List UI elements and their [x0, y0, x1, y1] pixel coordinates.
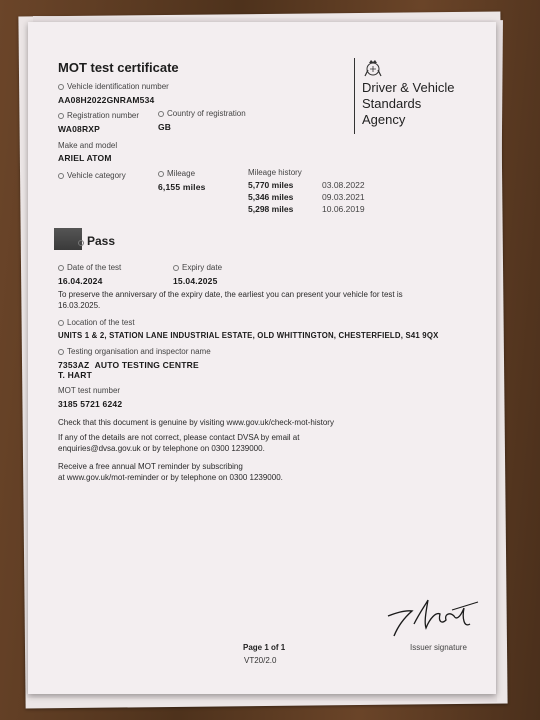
org-label-row [58, 347, 211, 356]
mileage-history-list [248, 180, 365, 214]
category-label: Vehicle category [67, 171, 126, 180]
info-icon [58, 84, 64, 90]
reminder-line: Receive a free annual MOT reminder by subscribing [58, 462, 243, 471]
history-miles: 5,298 miles [248, 204, 294, 214]
vin-label-row [58, 82, 169, 91]
mileage-label: Mileage [167, 169, 196, 178]
history-label: Mileage history [248, 168, 302, 177]
info-icon [58, 265, 64, 271]
agency-line: Standards [362, 96, 422, 111]
reminder-text [58, 462, 283, 482]
test-number-label: MOT test number [58, 386, 121, 395]
info-icon [58, 113, 64, 119]
info-icon [173, 265, 179, 271]
genuine-check-text: Check that this document is genuine by visiting www.gov.uk/check-mot-history [58, 418, 334, 427]
contact-line: enquiries@dvsa.gov.uk or by telephone on 0300 1239000. [58, 444, 265, 453]
make-value: ARIEL ATOM [58, 153, 112, 163]
history-row [248, 204, 365, 214]
agency-name [362, 80, 454, 128]
org-name: AUTO TESTING CENTRE [94, 360, 199, 370]
expiry-label-row [173, 263, 222, 272]
inspector-name: T. HART [58, 370, 92, 380]
history-date: 09.03.2021 [322, 192, 365, 202]
signature-label: Issuer signature [410, 643, 467, 652]
reg-label: Registration number [67, 111, 140, 120]
agency-divider [354, 58, 355, 134]
test-date-value: 16.04.2024 [58, 276, 103, 286]
history-row [248, 192, 365, 202]
mileage-label-row [158, 169, 195, 178]
info-icon [78, 240, 84, 246]
org-code: 7353AZ [58, 360, 90, 370]
expiry-label: Expiry date [182, 263, 223, 272]
form-code: VT20/2.0 [244, 656, 277, 665]
make-label: Make and model [58, 141, 118, 150]
agency-line: Agency [362, 112, 406, 127]
info-icon [58, 320, 64, 326]
info-icon [58, 173, 64, 179]
info-icon [158, 171, 164, 177]
country-label: Country of registration [167, 109, 246, 118]
test-date-label-row [58, 263, 121, 272]
document-title: MOT test certificate [58, 60, 179, 75]
royal-crest-icon [362, 58, 384, 78]
location-label-row [58, 318, 135, 327]
vin-value: AA08H2022GNRAM534 [58, 95, 155, 105]
anniversary-line: To preserve the anniversary of the expiry date, the earliest you can present your vehicle for test is [58, 290, 403, 299]
page-indicator: Page 1 of 1 [243, 643, 286, 652]
test-number-value: 3185 5721 6242 [58, 399, 123, 409]
mileage-value: 6,155 miles [158, 182, 206, 192]
mot-certificate-page [28, 22, 496, 694]
agency-line: Driver & Vehicle [362, 80, 455, 95]
country-value: GB [158, 122, 172, 132]
org-row [58, 360, 199, 370]
location-label: Location of the test [67, 318, 135, 327]
reminder-line: at www.gov.uk/mot-reminder or by telephone on 0300 1239000. [58, 473, 283, 482]
category-label-row [58, 171, 126, 180]
country-label-row [158, 109, 246, 118]
info-icon [58, 349, 64, 355]
contact-text [58, 433, 299, 453]
history-miles: 5,770 miles [248, 180, 294, 190]
contact-line: If any of the details are not correct, please contact DVSA by email at [58, 433, 300, 442]
history-row [248, 180, 365, 190]
history-miles: 5,346 miles [248, 192, 294, 202]
reg-label-row [58, 111, 139, 120]
history-date: 10.06.2019 [322, 204, 365, 214]
issuer-signature [384, 594, 480, 640]
history-date: 03.08.2022 [322, 180, 365, 190]
result-row [78, 232, 115, 250]
org-label: Testing organisation and inspector name [67, 347, 211, 356]
location-value: UNITS 1 & 2, STATION LANE INDUSTRIAL ESTATE, OLD WHITTINGTON, CHESTERFIELD, S41 9QX [58, 331, 439, 340]
reg-value: WA08RXP [58, 124, 101, 134]
info-icon [158, 111, 164, 117]
anniversary-line: 16.03.2025. [58, 301, 101, 310]
test-date-label: Date of the test [67, 263, 122, 272]
expiry-value: 15.04.2025 [173, 276, 218, 286]
vin-label: Vehicle identification number [67, 82, 169, 91]
anniversary-note [58, 290, 403, 310]
result-text: Pass [87, 234, 116, 248]
